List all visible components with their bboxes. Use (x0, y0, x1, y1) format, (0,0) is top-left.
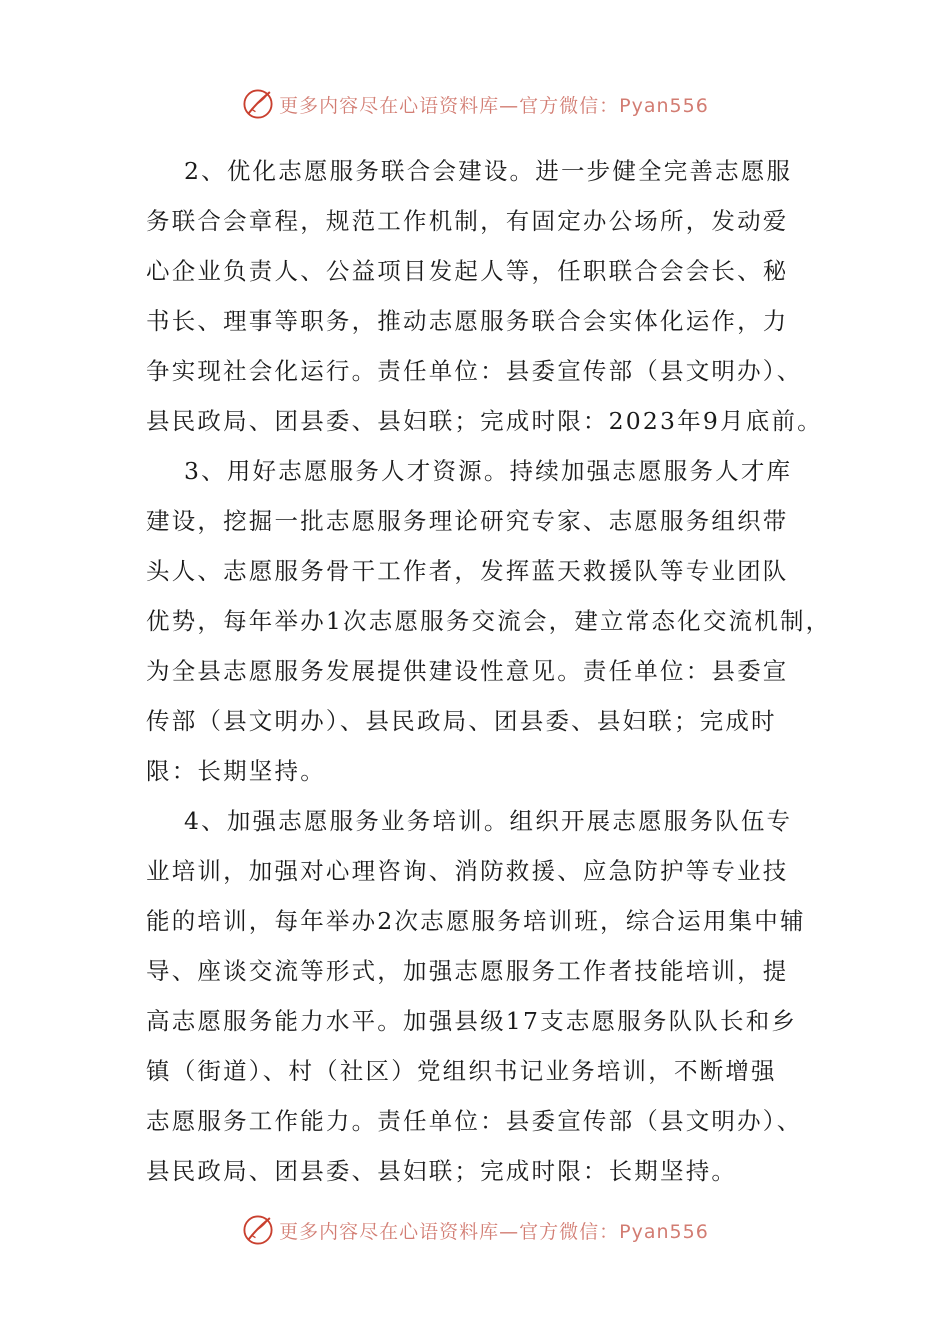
footer-watermark (0, 1210, 950, 1250)
paragraph-item-3 (146, 446, 832, 796)
text-line: 镇（街道）、村（社区）党组织书记业务培训，不断增强 (146, 1057, 777, 1085)
text-line: 建设，挖掘一批志愿服务理论研究专家、志愿服务组织带 (146, 507, 789, 535)
text-line: 传部（县文明办）、县民政局、团县委、县妇联；完成时 (146, 707, 777, 735)
text-line: 争实现社会化运行。责任单位：县委宣传部（县文明办）、 (146, 357, 803, 385)
text-line: 县民政局、团县委、县妇联；完成时限：2023年9月底前。 (146, 407, 823, 435)
text-line: 县民政局、团县委、县妇联；完成时限：长期坚持。 (146, 1157, 738, 1185)
quill-logo-icon (241, 87, 275, 121)
paragraph-item-4 (146, 796, 816, 1196)
text-line: 头人、志愿服务骨干工作者，发挥蓝天救援队等专业团队 (146, 557, 789, 585)
text-line: 务联合会章程，规范工作机制，有固定办公场所，发动爱 (146, 207, 789, 235)
text-line: 高志愿服务能力水平。加强县级17支志愿服务队队长和乡 (146, 1007, 798, 1035)
paragraph-item-2 (146, 146, 823, 446)
text-line: 优势，每年举办1次志愿服务交流会，建立常态化交流机制， (146, 607, 832, 635)
text-line: 4、加强志愿服务业务培训。组织开展志愿服务队伍专 (184, 807, 793, 835)
text-line: 业培训，加强对心理咨询、消防救援、应急防护等专业技 (146, 857, 789, 885)
text-line: 导、座谈交流等形式，加强志愿服务工作者技能培训，提 (146, 957, 789, 985)
text-line: 书长、理事等职务，推动志愿服务联合会实体化运作，力 (146, 307, 789, 335)
document-body (146, 146, 832, 1196)
text-line: 3、用好志愿服务人才资源。持续加强志愿服务人才库 (184, 457, 793, 485)
text-line: 心企业负责人、公益项目发起人等，任职联合会会长、秘 (146, 257, 789, 285)
text-line: 能的培训，每年举办2次志愿服务培训班，综合运用集中辅 (146, 907, 806, 935)
footer-watermark-text: 更多内容尽在心语资料库—官方微信：Pyan556 (279, 1220, 709, 1243)
text-line: 志愿服务工作能力。责任单位：县委宣传部（县文明办）、 (146, 1107, 803, 1135)
text-line: 为全县志愿服务发展提供建设性意见。责任单位：县委宣 (146, 657, 789, 685)
header-watermark-text: 更多内容尽在心语资料库—官方微信：Pyan556 (279, 94, 709, 117)
header-watermark (0, 84, 950, 124)
text-line: 限：长期坚持。 (146, 757, 326, 785)
text-line: 2、优化志愿服务联合会建设。进一步健全完善志愿服 (184, 157, 793, 185)
quill-logo-icon (241, 1213, 275, 1247)
